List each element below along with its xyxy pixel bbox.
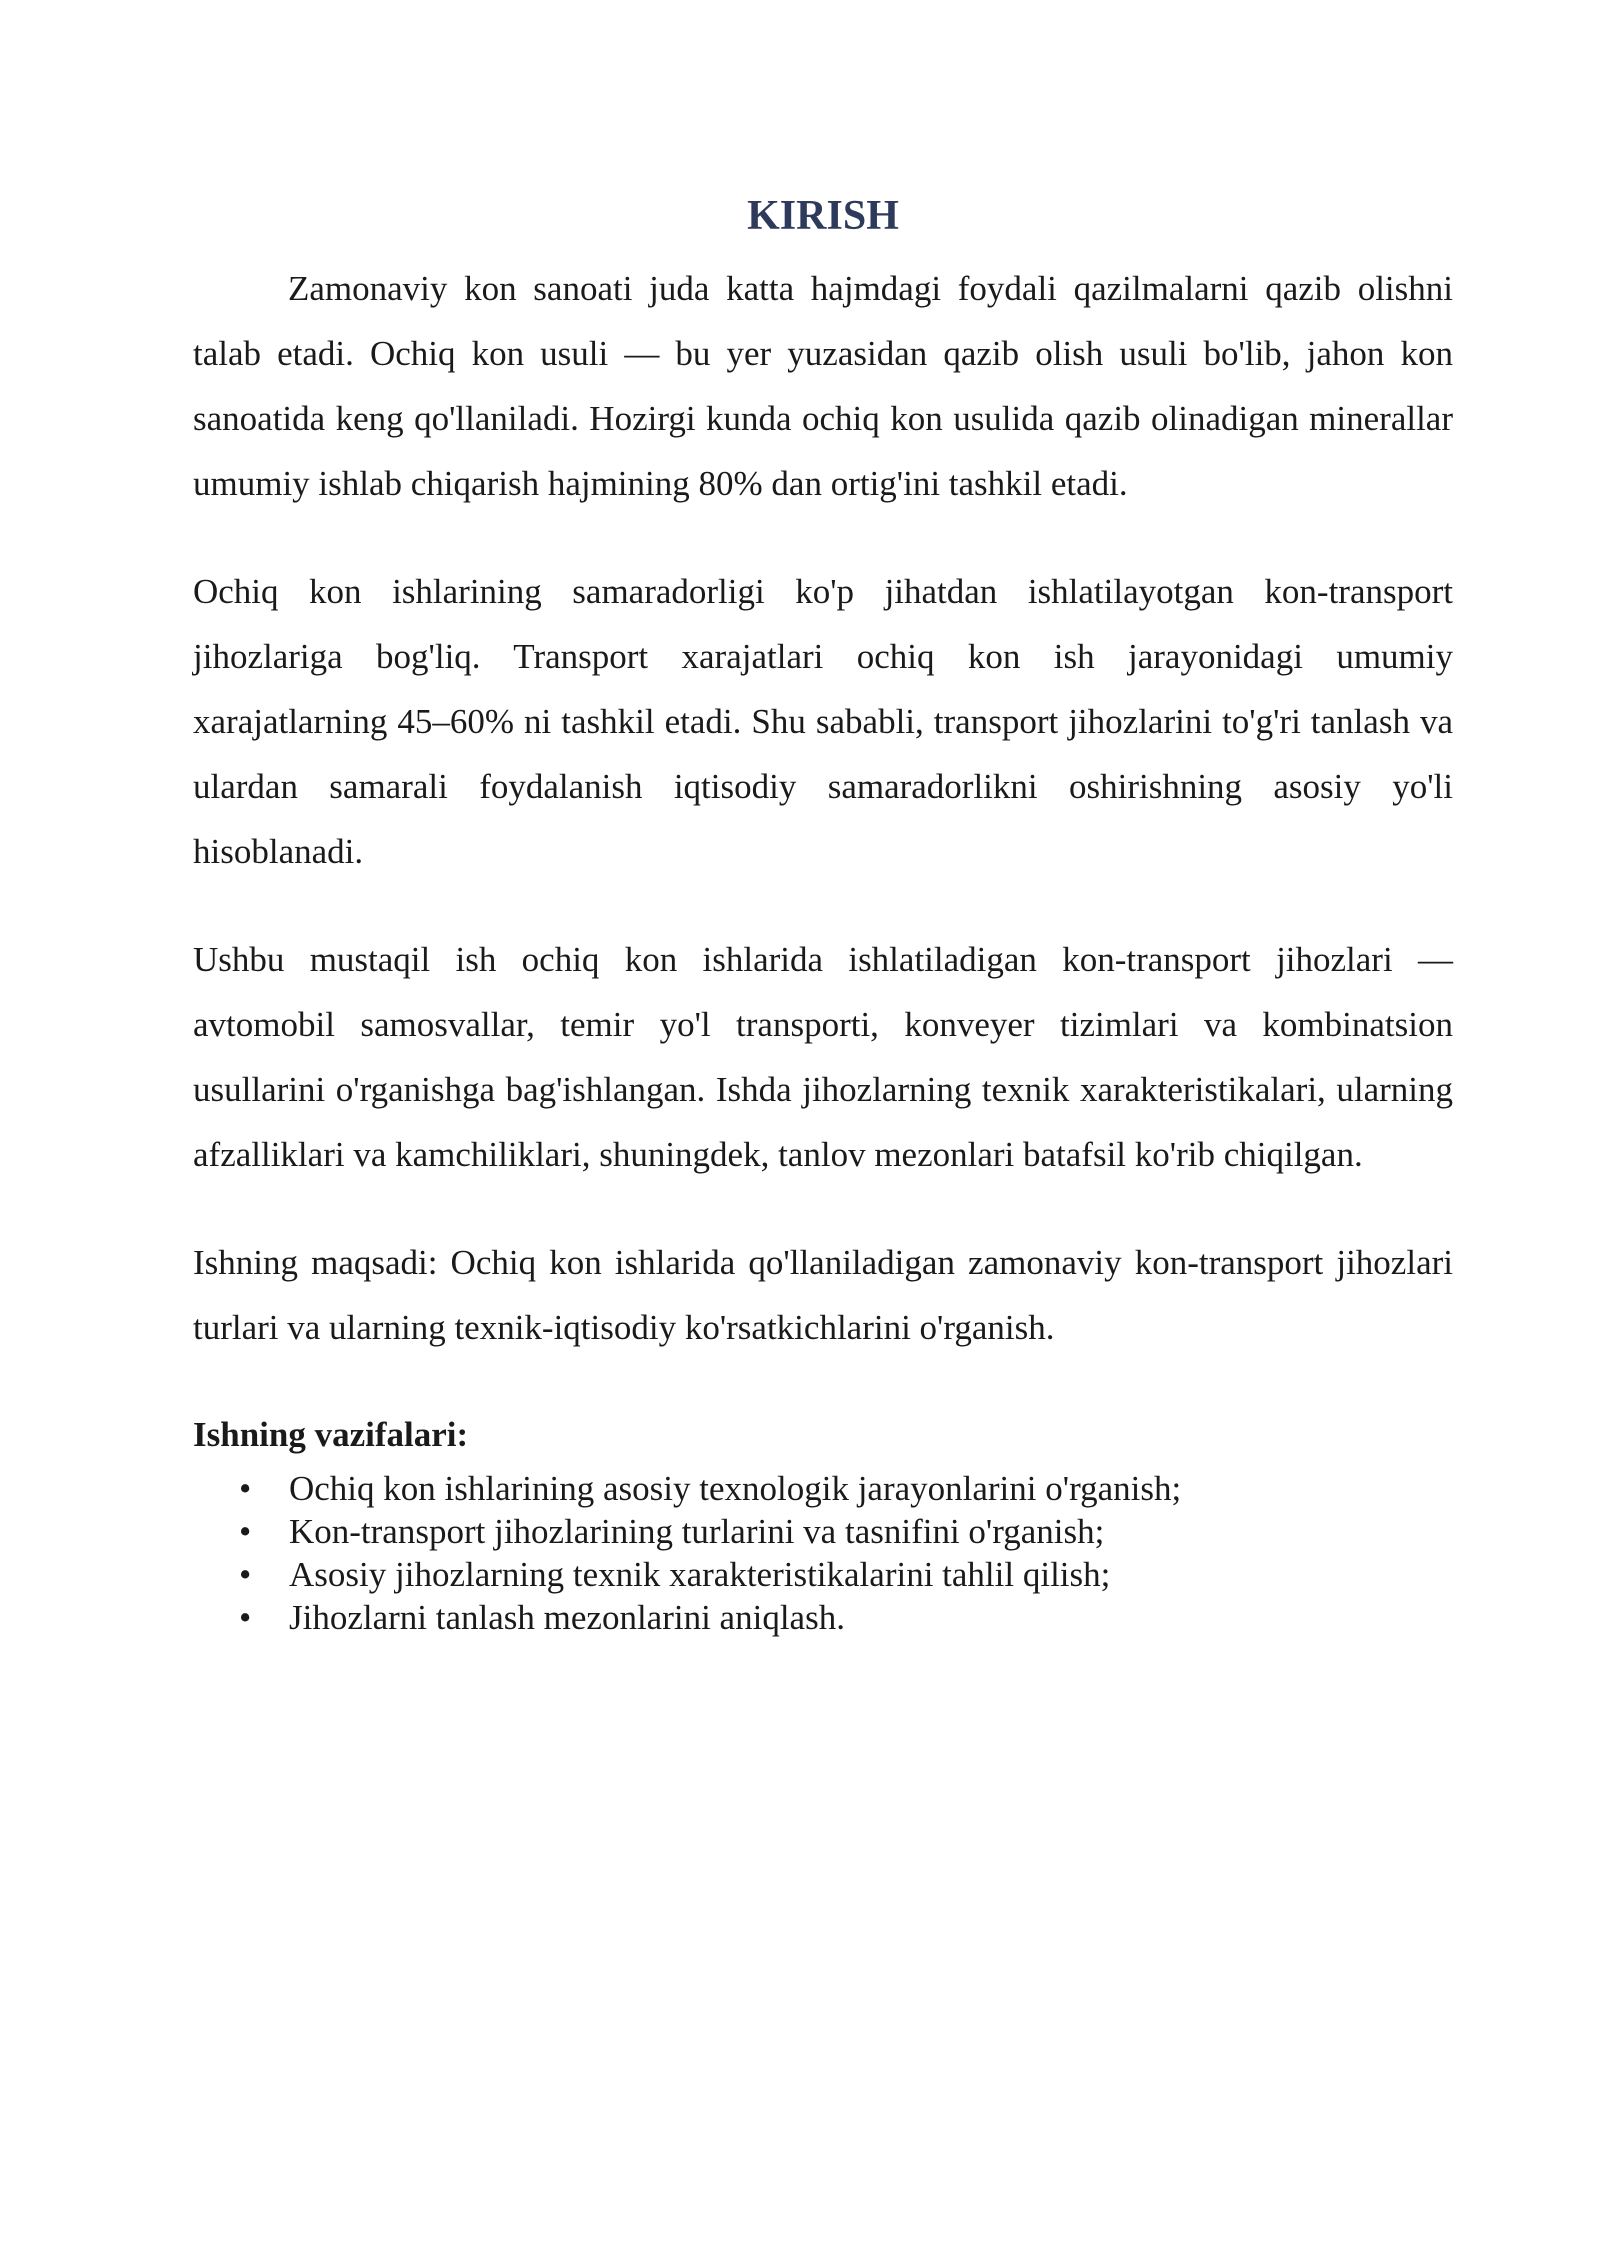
task-text: Kon-transport jihozlarining turlarini va tasnifini o'rganish; xyxy=(289,1512,1105,1551)
page-title: KIRISH xyxy=(747,193,899,239)
list-item xyxy=(239,1467,1453,1510)
bullet-icon: • xyxy=(239,1512,252,1551)
paragraph-intro: Zamonaviy kon sanoati juda katta hajmdagi foydali qazilmalarni qazib olishni talab etadi. Ochiq kon usuli — bu yer yuzasidan qazib olish usuli bo'lib, jahon kon sanoatida keng qo'llaniladi. Hozirgi kunda ochiq kon usulida qazib olinadigan minerallar umumiy ishlab chiqarish hajmining 80% dan ortig'ini tashkil etadi. xyxy=(193,269,1453,503)
paragraph-scope: Ushbu mustaqil ish ochiq kon ishlarida ishlatiladigan kon-transport jihozlari — avtomobil samosvallar, temir yo'l transporti, konveyer tizimlari va kombinatsion usullarini o'rganishga bag'ishlangan. Ishda jihozlarning texnik xarakteristikalari, ularning afzalliklari va kamchiliklari, shuningdek, tanlov mezonlari batafsil ko'rib chiqilgan. xyxy=(193,940,1453,1174)
tasks-heading: Ishning vazifalari: xyxy=(193,1415,469,1454)
list-item xyxy=(239,1510,1453,1553)
bullet-icon: • xyxy=(239,1469,252,1508)
task-list xyxy=(193,1467,1453,1639)
paragraph-efficiency: Ochiq kon ishlarining samaradorligi ko'p jihatdan ishlatilayotgan kon-transport jihozlariga bog'liq. Transport xarajatlari ochiq kon ish jarayonidagi umumiy xarajatlarning 45–60% ni tashkil etadi. Shu sababli, transport jihozlarini to'g'ri tanlash va ulardan samarali foydalanish iqtisodiy samaradorlikni oshirishning asosiy yo'li hisoblanadi. xyxy=(193,572,1453,871)
task-text: Ochiq kon ishlarining asosiy texnologik jarayonlarini o'rganish; xyxy=(289,1469,1182,1508)
list-item xyxy=(239,1553,1453,1596)
task-text: Asosiy jihozlarning texnik xarakteristikalarini tahlil qilish; xyxy=(289,1555,1111,1594)
bullet-icon: • xyxy=(239,1598,252,1637)
list-item xyxy=(239,1596,1453,1639)
paragraph-goal: Ishning maqsadi: Ochiq kon ishlarida qo'llaniladigan zamonaviy kon-transport jihozlari turlari va ularning texnik-iqtisodiy ko'rsatkichlarini o'rganish. xyxy=(193,1243,1453,1347)
task-text: Jihozlarni tanlash mezonlarini aniqlash. xyxy=(289,1598,845,1637)
bullet-icon: • xyxy=(239,1555,252,1594)
